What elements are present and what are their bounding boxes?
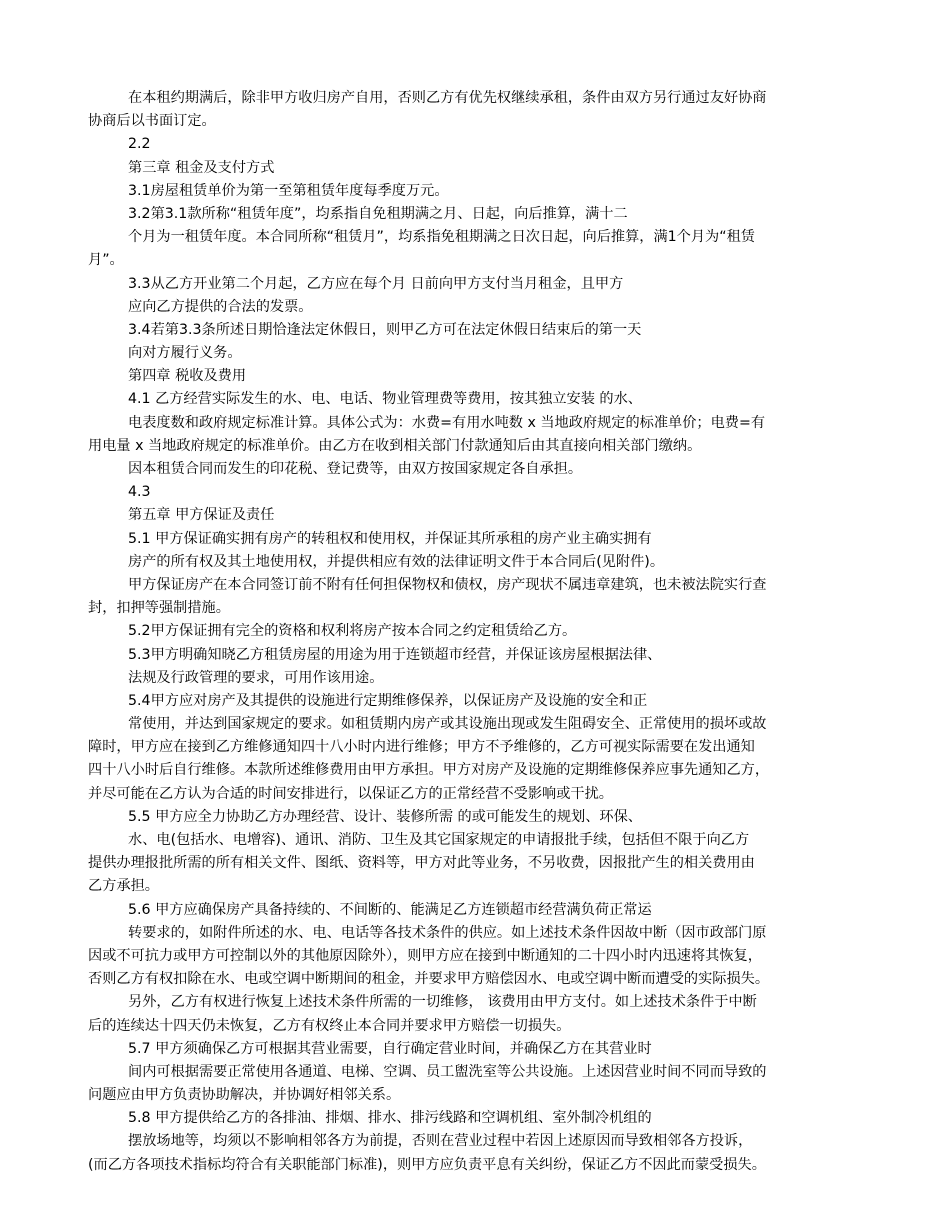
document-line: 2.2 xyxy=(128,136,151,153)
document-line: 4.3 xyxy=(128,484,151,501)
document-line: 5.3甲方明确知晓乙方租赁房屋的用途为用于连锁超市经营，并保证该房屋根据法律、 xyxy=(128,646,662,663)
document-line: 5.5 甲方应全力协助乙方办理经营、设计、装修所需 的或可能发生的规划、环保、 xyxy=(128,808,642,825)
document-line: 月”。 xyxy=(88,252,124,269)
document-line: 封，扣押等强制措施。 xyxy=(88,600,230,617)
document-line: 因本租赁合同而发生的印花税、登记费等，由双方按国家规定各自承担。 xyxy=(128,461,583,477)
document-line: 并尽可能在乙方认为合适的时间安排进行，以保证乙方的正常经营不受影响或干扰。 xyxy=(88,785,613,802)
document-line: 提供办理报批所需的所有相关文件、图纸、资料等，甲方对此等业务，不另收费，因报批产生的相关费用由 xyxy=(88,855,755,872)
document-line: 3.2第3.1款所称“租赁年度”，均系指自免租期满之月、日起，向后推算，满十二 xyxy=(128,205,628,222)
document-line: 法规及行政管理的要求，可用作该用途。 xyxy=(128,669,384,686)
document-line: 第四章 税收及费用 xyxy=(128,368,247,385)
document-line: 5.4甲方应对房产及其提供的设施进行定期维修保养，以保证房产及设施的安全和正 xyxy=(128,692,648,709)
document-line: 电表度数和政府规定标准计算。具体公式为：水费=有用水吨数 x 当地政府规定的标准单价；电费=有 xyxy=(128,414,766,431)
document-line: 甲方保证房产在本合同签订前不附有任何担保物权和债权，房产现状不属违章建筑，也未被法院实行查 xyxy=(128,576,767,593)
document-line: 因或不可抗力或甲方可控制以外的其他原因除外），则甲方应在接到中断通知的二十四小时内迅速将其恢复， xyxy=(88,947,762,964)
document-line: 第三章 租金及支付方式 xyxy=(128,159,275,176)
document-line: 第五章 甲方保证及责任 xyxy=(128,507,275,524)
document-line: 乙方承担。 xyxy=(88,878,159,895)
document-line: 否则乙方有权扣除在水、电或空调中断期间的租金，并要求甲方赔偿因水、电或空调中断而遭受的实际损失。 xyxy=(88,971,770,988)
document-line: 房产的所有权及其土地使用权，并提供相应有效的法律证明文件于本合同后(见附件)。 xyxy=(128,553,665,570)
document-line: (而乙方各项技术指标均符合有关职能部门标准)，则甲方应负责平息有关纠纷，保证乙方不因此而蒙受损失。 xyxy=(88,1156,766,1173)
document-line: 个月为一租赁年度。本合同所称“租赁月”，均系指免租期满之日次日起，向后推算，满1个月为“租赁 xyxy=(128,229,755,246)
document-line: 5.8 甲方提供给乙方的各排油、排烟、排水、排污线路和空调机组、室外制冷机组的 xyxy=(128,1110,652,1127)
document-line: 5.7 甲方须确保乙方可根据其营业需要，自行确定营业时间，并确保乙方在其营业时 xyxy=(128,1040,652,1057)
document-line: 用电量 x 当地政府规定的标准单价。由乙方在收到相关部门付款通知后由其直接向相关部门缴纳。 xyxy=(88,437,702,454)
document-line: 协商后以书面订定。 xyxy=(88,113,216,130)
document-line: 5.1 甲方保证确实拥有房产的转租权和使用权，并保证其所承租的房产业主确实拥有 xyxy=(128,530,652,547)
document-line: 另外，乙方有权进行恢复上述技术条件所需的一切维修， 该费用由甲方支付。如上述技术条件于中断 xyxy=(128,994,757,1011)
document-line: 3.1房屋租赁单价为第一至第租赁年度每季度万元。 xyxy=(128,182,449,199)
document-line: 3.4若第3.3条所述日期恰逢法定休假日，则甲乙方可在法定休假日结束后的第一天 xyxy=(128,321,642,338)
document-line: 5.6 甲方应确保房产具备持续的、不间断的、能满足乙方连锁超市经营满负荷正常运 xyxy=(128,901,652,918)
document-line: 水、电(包括水、电增容)、通讯、消防、卫生及其它国家规定的申请报批手续，包括但不限于向乙方 xyxy=(128,832,750,848)
document-line: 问题应由甲方负责协助解决，并协调好相邻关系。 xyxy=(88,1087,401,1104)
document-line: 在本租约期满后，除非甲方收归房产自用，否则乙方有优先权继续承租，条件由双方另行通过友好协商 xyxy=(128,90,767,106)
document-line: 向对方履行义务。 xyxy=(128,345,242,362)
contract-document xyxy=(88,87,864,1177)
document-line: 常使用，并达到国家规定的要求。如租赁期内房产或其设施出现或发生阻碍安全、正常使用的损坏或故 xyxy=(128,716,767,733)
document-line: 后的连续达十四天仍未恢复，乙方有权终止本合同并要求甲方赔偿一切损失。 xyxy=(88,1017,571,1034)
document-line: 应向乙方提供的合法的发票。 xyxy=(128,298,313,315)
document-line: 4.1 乙方经营实际发生的水、电、电话、物业管理费等费用，按其独立安装 的水、 xyxy=(128,391,642,408)
document-line: 转要求的，如附件所述的水、电、电话等各技术条件的供应。如上述技术条件因故中断（因市政部门原 xyxy=(128,924,767,941)
document-line: 3.3从乙方开业第二个月起，乙方应在每个月 日前向甲方支付当月租金，且甲方 xyxy=(128,275,624,292)
document-line: 5.2甲方保证拥有完全的资格和权利将房产按本合同之约定租赁给乙方。 xyxy=(128,623,577,640)
document-line: 四十八小时后自行维修。本款所述维修费用由甲方承担。甲方对房产及设施的定期维修保养应事先通知乙方， xyxy=(88,762,770,779)
document-line: 摆放场地等，均须以不影响相邻各方为前提，否则在营业过程中若因上述原因而导致相邻各方投诉， xyxy=(128,1133,753,1150)
document-line: 间内可根据需要正常使用各通道、电梯、空调、员工盥洗室等公共设施。上述因营业时间不同而导致的 xyxy=(128,1063,767,1080)
document-line: 障时，甲方应在接到乙方维修通知四十八小时内进行维修；甲方不予维修的，乙方可视实际需要在发出通知 xyxy=(88,739,755,756)
